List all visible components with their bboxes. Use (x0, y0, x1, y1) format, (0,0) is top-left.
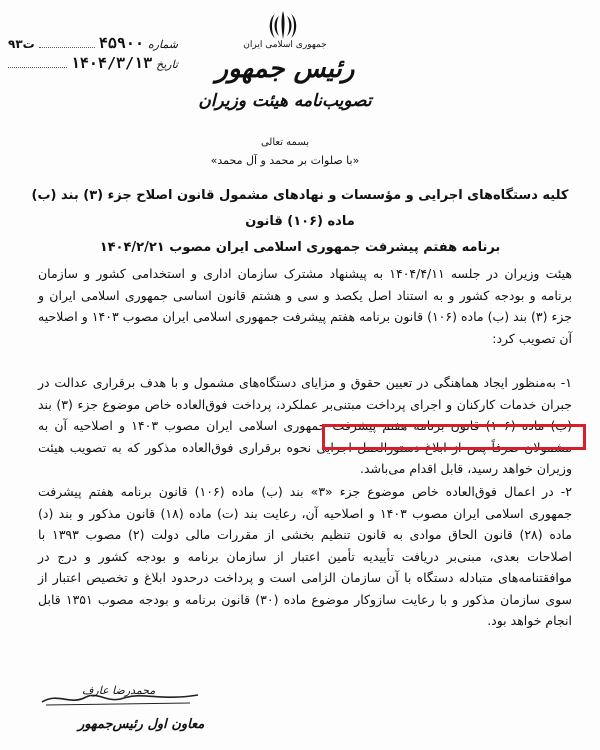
paragraph-article-2 (38, 481, 572, 632)
subject-line: برنامه هفتم پیشرفت جمهوری اسلامی ایران مصوب ۱۴۰۴/۲/۲۱ (99, 240, 501, 255)
number-value: ۴۵۹۰۰ (98, 34, 144, 52)
date-label: تاریخ (156, 58, 178, 71)
subject-line: کلیه دستگاه‌های اجرایی و مؤسسات و نهادهای مشمول قانون اصلاح جزء (۳) بند (ب) ماده (۱۰۶) قانون (31, 188, 569, 229)
approval-heading: تصویب‌نامه هیئت وزیران (198, 91, 372, 111)
number-label: شماره (147, 38, 178, 51)
date-row (8, 54, 178, 74)
signer-name: محمدرضا عارف (82, 684, 156, 697)
dotted-line (8, 55, 67, 68)
highlight-box (322, 424, 586, 450)
dotted-line (39, 35, 95, 48)
paragraph-text: هیئت وزیران در جلسه ۱۴۰۴/۴/۱۱ به پیشنهاد مشترک سازمان اداری و استخدامی کشور و سازمان برنامه و بودجه کشور و به استناد اصل یکصد و سی و هشتم قانون اساسی جمهوری اسلامی ایران و جزء (۳) بند (ب) ماده (۱۰۶) قانون برنامه هفتم پیشرفت جمهوری اسلامی ایران مصوب ۱۴۰۳ و اصلاحیه آن تصویب کرد: (38, 266, 572, 346)
decree-subject (30, 183, 570, 261)
paragraph-intro (38, 263, 572, 349)
emblem-icon (266, 8, 300, 42)
basmala: بسمه تعالی (260, 137, 310, 148)
president-heading: رئیس جمهور (215, 54, 355, 84)
meta-block (8, 34, 178, 74)
number-extra: ت۹۳ (8, 37, 35, 51)
republic-label: جمهوری اسلامی ایران (243, 40, 327, 50)
signer-title: معاون اول رئیس‌جمهور (78, 717, 205, 732)
paragraph-text: ۲- در اعمال فوق‌العاده خاص موضوع جزء «۳» بند (ب) ماده (۱۰۶) قانون برنامه هفتم پیشرفت جمهوری اسلامی ایران مصوب ۱۴۰۳ و اصلاحیه آن، رعایت بند (ت) ماده (۱۸) قانون مذکور و بند (د) ماده (۲۸) قانون الحاق موادی به قانون تنظیم بخشی از مقررات مالی دولت (۲) مصوب ۱۳۹۳ با اصلاحات بعدی، مبنی‌بر دریافت تأییدیه تأمین اعتبار از سازمان برنامه و بودجه کشور و درج در موافقتنامه‌های متبادله دستگاه با آن سازمان الزامی است و پرداخت درحدود ابلاغ و تخصیص اعتبار از سوی سازمان مذکور و با رعایت سازوکار موضوع ماده (۳۰) قانون برنامه و بودجه مصوب ۱۳۵۱ قابل انجام خواهد بود. (38, 484, 572, 628)
salawat: «با صلوات بر محمد و آل محمد» (210, 154, 360, 167)
number-row (8, 34, 178, 54)
paragraph-text: ۱- به‌منظور ایجاد هماهنگی در تعیین حقوق و مزایای دستگاه‌های مشمول و با هدف برقراری عدالت در جبران خدمات کارکنان و اجرای پرداخت مبتنی‌بر عملکرد، پرداخت فوق‌العاده خاص موضوع جزء (۳) بند (ب) ماده (۱۰۶) قانون برنامه هفتم پیشرفت جمهوری اسلامی ایران مصوب ۱۴۰۳ و اصلاحیه آن به مشمولان صرفاً پس از ابلاغ دستورالعمل اجرایی نحوه برقراری فوق‌العاده مذکور که به تصویب هیئت وزیران خواهد رسید، قابل اقدام می‌باشد. (38, 375, 572, 476)
date-value: ۱۴۰۴/۳/۱۳ (70, 54, 153, 72)
